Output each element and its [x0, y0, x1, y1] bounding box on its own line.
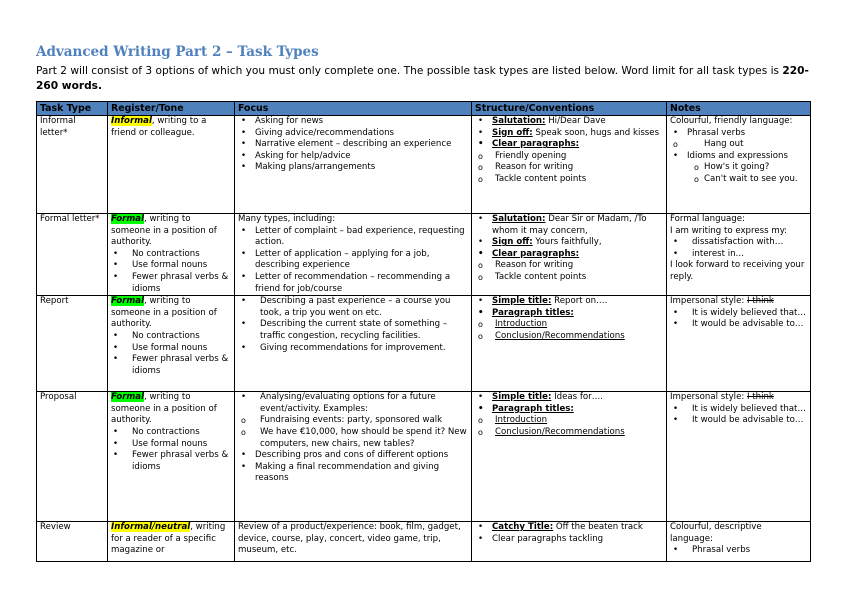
notes-cell: Impersonal style: I think • It is widely believed that… • It would be advisable to…	[667, 296, 811, 392]
focus-cell	[235, 296, 472, 392]
register-list	[111, 427, 231, 473]
focus-list	[238, 296, 468, 354]
list-item: • Salutation: Dear Sir or Madam, /To whom it may concern,	[475, 214, 663, 237]
list-item: • dissatisfaction with…	[670, 237, 807, 249]
structure-list	[475, 296, 663, 319]
task-types-table	[36, 101, 811, 562]
list-item: • Simple title: Report on….	[475, 296, 663, 308]
focus-sub-list	[238, 415, 468, 450]
focus-list-b	[238, 450, 468, 485]
structure-list	[475, 392, 663, 415]
header-focus: Focus	[235, 102, 472, 116]
list-item: • Salutation: Hi/Dear Dave	[475, 116, 663, 128]
list-item: • It is widely believed that…	[670, 308, 807, 320]
paragraph-list	[475, 260, 663, 283]
list-item: • Asking for news	[238, 116, 468, 128]
list-item: • Use formal nouns	[111, 343, 231, 355]
register-cell: Informal/neutral, writing for a reader of a specific magazine or	[108, 522, 235, 562]
register-cell: Informal, writing to a friend or colleague.	[108, 116, 235, 214]
list-item: • Giving advice/recommendations	[238, 128, 468, 140]
list-item: • Catchy Title: Off the beaten track	[475, 522, 663, 534]
list-item: • Narrative element – describing an experience	[238, 139, 468, 151]
list-item: • No contractions	[111, 249, 231, 261]
notes-list	[670, 128, 807, 140]
structure-cell	[472, 392, 667, 522]
list-item: o Reason for writing	[475, 260, 663, 272]
list-item: • Fewer phrasal verbs & idioms	[111, 450, 231, 473]
list-item: • Paragraph titles:	[475, 404, 663, 416]
list-item: • It would be advisable to…	[670, 415, 807, 427]
focus-list	[238, 116, 468, 174]
list-item: • Sign off: Speak soon, hugs and kisses	[475, 128, 663, 140]
focus-cell	[235, 392, 472, 522]
list-item: • Simple title: Ideas for….	[475, 392, 663, 404]
register-cell: Formal, writing to someone in a position of authority. • No contractions • Use formal nouns • Fewer phrasal verbs & idioms	[108, 392, 235, 522]
paragraph-list	[475, 415, 663, 438]
list-item: • No contractions	[111, 427, 231, 439]
notes-list	[670, 545, 807, 557]
intro-paragraph	[36, 64, 816, 94]
header-structure-conventions: Structure/Conventions	[472, 102, 667, 116]
list-item: • Letter of recommendation – recommending a friend for job/course	[238, 272, 468, 295]
register-highlight: Formal	[111, 392, 145, 403]
structure-list	[475, 214, 663, 260]
list-item: • Describing the current state of something – traffic congestion, recycling facilities.	[238, 319, 468, 342]
list-item: • Fewer phrasal verbs & idioms	[111, 272, 231, 295]
header-task-type: Task Type	[37, 102, 108, 116]
task-type-cell: Informal letter*	[37, 116, 108, 214]
header-notes: Notes	[667, 102, 811, 116]
list-item: • Paragraph titles:	[475, 308, 663, 320]
list-item: • Analysing/evaluating options for a future event/activity. Examples:	[238, 392, 468, 415]
table-row	[37, 522, 811, 562]
list-item: • Giving recommendations for improvement.	[238, 343, 468, 355]
list-item: o Introduction	[475, 415, 663, 427]
list-item: • Describing pros and cons of different options	[238, 450, 468, 462]
list-item: • interest in…	[670, 249, 807, 261]
intro-text: Part 2 will consist of 3 options of which you must only complete one. The possible task types are listed below. Word limit for all task types is	[36, 65, 783, 77]
list-item: o Tackle content points	[475, 272, 663, 284]
structure-cell	[472, 116, 667, 214]
list-item: o Can't wait to see you.	[670, 174, 807, 186]
list-item: • Phrasal verbs	[670, 545, 807, 557]
task-type-cell: Proposal	[37, 392, 108, 522]
list-item: • Clear paragraphs tackling	[475, 534, 663, 546]
list-item: • Clear paragraphs:	[475, 139, 663, 151]
word-limit: 220-260 words.	[36, 65, 809, 92]
list-item: o Tackle content points	[475, 174, 663, 186]
register-cell: Formal, writing to someone in a position of authority. • No contractions • Use formal nouns • Fewer phrasal verbs & idioms	[108, 296, 235, 392]
list-item: o We have €10,000, how should be spend it? New computers, new chairs, new tables?	[238, 427, 468, 450]
structure-cell	[472, 522, 667, 562]
task-type-cell: Review	[37, 522, 108, 562]
notes-list	[670, 404, 807, 427]
table-header-row	[37, 102, 811, 116]
list-item: o Conclusion/Recommendations	[475, 427, 663, 439]
list-item: • No contractions	[111, 331, 231, 343]
list-item: • Sign off: Yours faithfully,	[475, 237, 663, 249]
list-item: o Hang out	[670, 139, 807, 151]
page-title: Advanced Writing Part 2 – Task Types	[36, 44, 319, 60]
list-item: o Introduction	[475, 319, 663, 331]
list-item: o Fundraising events: party, sponsored walk	[238, 415, 468, 427]
focus-cell: Many types, including: • Letter of complaint – bad experience, requesting action. • Letter of application – applying for a job, describing experience • Letter of recommendation – recommending a friend for job/course	[235, 214, 472, 296]
focus-cell: Review of a product/experience: book, film, gadget, device, course, play, concert, video game, trip, museum, etc.	[235, 522, 472, 562]
list-item: • Letter of complaint – bad experience, requesting action.	[238, 226, 468, 249]
list-item: • Idioms and expressions	[670, 151, 807, 163]
structure-list	[475, 116, 663, 151]
list-item: • Making a final recommendation and giving reasons	[238, 462, 468, 485]
list-item: • Letter of application – applying for a job, describing experience	[238, 249, 468, 272]
register-list	[111, 249, 231, 295]
register-highlight: Informal/neutral	[111, 522, 191, 533]
list-item: • Fewer phrasal verbs & idioms	[111, 354, 231, 377]
table-row	[37, 296, 811, 392]
list-item: • It is widely believed that…	[670, 404, 807, 416]
list-item: • Asking for help/advice	[238, 151, 468, 163]
list-item: • Clear paragraphs:	[475, 249, 663, 261]
notes-cell: Colourful, descriptive language: • Phrasal verbs	[667, 522, 811, 562]
task-type-cell: Formal letter*	[37, 214, 108, 296]
paragraph-list	[475, 319, 663, 342]
list-item: • Making plans/arrangements	[238, 162, 468, 174]
notes-cell: Colourful, friendly language: • Phrasal verbs o Hang out • Idioms and expressions o How's it going? o Can't wait to see you.	[667, 116, 811, 214]
list-item: o Friendly opening	[475, 151, 663, 163]
focus-cell	[235, 116, 472, 214]
list-item: o How's it going?	[670, 162, 807, 174]
list-item: • Use formal nouns	[111, 260, 231, 272]
table-row	[37, 214, 811, 296]
register-list	[111, 331, 231, 377]
focus-list	[238, 226, 468, 296]
header-register-tone: Register/Tone	[108, 102, 235, 116]
structure-cell	[472, 214, 667, 296]
notes-cell: Impersonal style: I think • It is widely believed that… • It would be advisable to…	[667, 392, 811, 522]
paragraph-list	[475, 151, 663, 186]
register-highlight: Formal	[111, 296, 145, 307]
list-item: o Reason for writing	[475, 162, 663, 174]
register-highlight: Formal	[111, 214, 145, 224]
list-item: • Use formal nouns	[111, 439, 231, 451]
structure-cell	[472, 296, 667, 392]
structure-list	[475, 522, 663, 545]
list-item: • It would be advisable to…	[670, 319, 807, 331]
focus-list	[238, 392, 468, 415]
notes-cell: Formal language: I am writing to express my: • dissatisfaction with… • interest in… I look forward to receiving your reply.	[667, 214, 811, 296]
register-highlight: Informal	[111, 116, 152, 126]
list-item: • Phrasal verbs	[670, 128, 807, 140]
task-type-cell: Report	[37, 296, 108, 392]
table-row	[37, 392, 811, 522]
table-row	[37, 116, 811, 214]
notes-list	[670, 237, 807, 260]
list-item: • Describing a past experience – a course you took, a trip you went on etc.	[238, 296, 468, 319]
register-cell: Formal, writing to someone in a position of authority. • No contractions • Use formal nouns • Fewer phrasal verbs & idioms	[108, 214, 235, 296]
notes-list	[670, 308, 807, 331]
list-item: o Conclusion/Recommendations	[475, 331, 663, 343]
